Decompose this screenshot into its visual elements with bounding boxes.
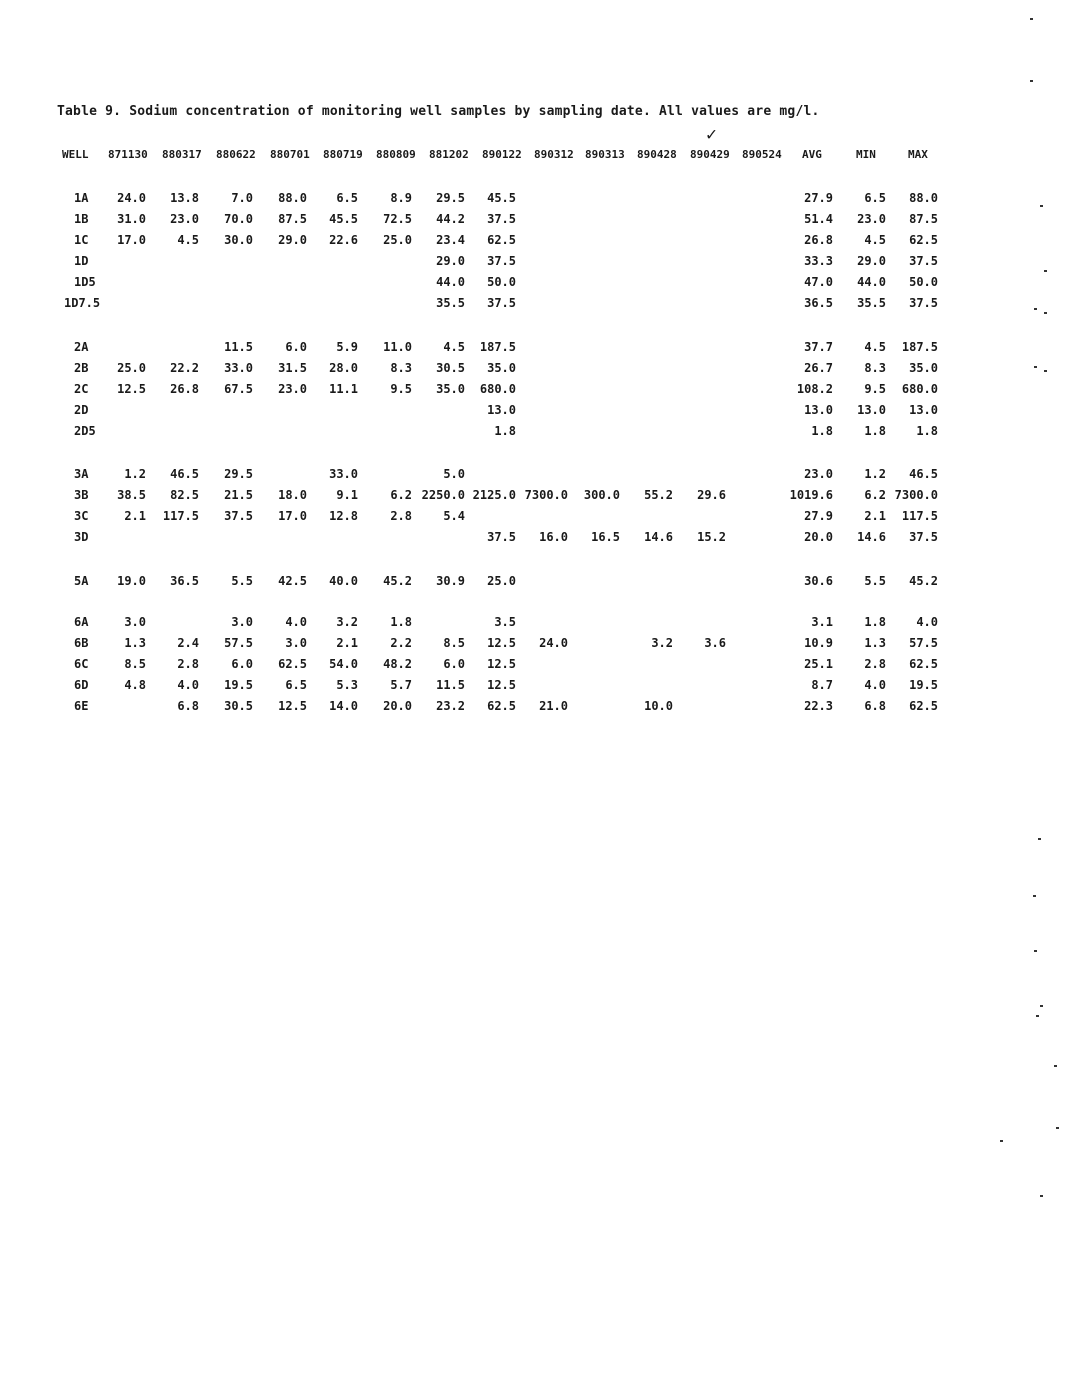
well-id: 1B bbox=[74, 212, 89, 226]
table-cell: 82.5 bbox=[170, 488, 199, 502]
table-cell: 9.1 bbox=[336, 488, 358, 502]
table-cell: 12.5 bbox=[487, 678, 516, 692]
table-cell: 22.2 bbox=[170, 361, 199, 375]
table-cell: 44.2 bbox=[436, 212, 465, 226]
table-cell: 6.8 bbox=[177, 699, 199, 713]
column-header: 890429 bbox=[690, 148, 730, 161]
table-cell: 17.0 bbox=[278, 509, 307, 523]
table-cell: 2250.0 bbox=[421, 488, 465, 502]
table-cell: 12.5 bbox=[487, 657, 516, 671]
table-cell: 5.0 bbox=[443, 467, 465, 481]
table-cell: 25.1 bbox=[804, 657, 833, 671]
table-cell: 22.6 bbox=[329, 233, 358, 247]
table-cell: 4.5 bbox=[177, 233, 199, 247]
table-cell: 27.9 bbox=[804, 191, 833, 205]
column-header: MIN bbox=[856, 148, 876, 161]
column-header: AVG bbox=[802, 148, 822, 161]
table-cell: 31.0 bbox=[117, 212, 146, 226]
table-cell: 13.0 bbox=[804, 403, 833, 417]
table-cell: 4.5 bbox=[864, 340, 886, 354]
table-cell: 17.0 bbox=[117, 233, 146, 247]
table-cell: 29.0 bbox=[278, 233, 307, 247]
table-cell: 37.5 bbox=[487, 254, 516, 268]
table-cell: 26.7 bbox=[804, 361, 833, 375]
well-id: 3D bbox=[74, 530, 89, 544]
scan-speck bbox=[1044, 270, 1047, 272]
table-cell: 1.8 bbox=[494, 424, 516, 438]
table-cell: 11.0 bbox=[383, 340, 412, 354]
table-cell: 2.2 bbox=[390, 636, 412, 650]
column-header: 880317 bbox=[162, 148, 202, 161]
table-cell: 22.3 bbox=[804, 699, 833, 713]
table-cell: 11.5 bbox=[436, 678, 465, 692]
column-header-well: WELL bbox=[62, 148, 89, 161]
table-cell: 7300.0 bbox=[894, 488, 938, 502]
table-cell: 3.5 bbox=[494, 615, 516, 629]
table-cell: 33.0 bbox=[224, 361, 253, 375]
table-cell: 29.0 bbox=[857, 254, 886, 268]
table-cell: 55.2 bbox=[644, 488, 673, 502]
table-cell: 6.0 bbox=[443, 657, 465, 671]
table-cell: 46.5 bbox=[170, 467, 199, 481]
table-cell: 44.0 bbox=[857, 275, 886, 289]
table-cell: 6.2 bbox=[390, 488, 412, 502]
table-cell: 29.5 bbox=[436, 191, 465, 205]
scan-speck bbox=[1040, 1195, 1043, 1197]
scan-speck bbox=[1034, 950, 1037, 952]
table-cell: 30.6 bbox=[804, 574, 833, 588]
table-cell: 45.5 bbox=[487, 191, 516, 205]
well-id: 1D5 bbox=[74, 275, 96, 289]
table-cell: 35.0 bbox=[436, 382, 465, 396]
table-cell: 8.5 bbox=[124, 657, 146, 671]
scan-speck bbox=[1040, 1005, 1043, 1007]
scan-speck bbox=[1036, 1015, 1039, 1017]
table-cell: 14.0 bbox=[329, 699, 358, 713]
table-cell: 14.6 bbox=[857, 530, 886, 544]
table-cell: 5.5 bbox=[231, 574, 253, 588]
table-cell: 2.1 bbox=[336, 636, 358, 650]
table-cell: 187.5 bbox=[479, 340, 516, 354]
table-cell: 13.8 bbox=[170, 191, 199, 205]
table-cell: 21.0 bbox=[539, 699, 568, 713]
table-cell: 37.5 bbox=[909, 530, 938, 544]
scan-speck bbox=[1044, 370, 1047, 372]
scan-speck bbox=[1034, 308, 1037, 310]
table-cell: 3.0 bbox=[124, 615, 146, 629]
table-cell: 117.5 bbox=[162, 509, 199, 523]
table-cell: 1.8 bbox=[916, 424, 938, 438]
column-header: 890428 bbox=[637, 148, 677, 161]
table-cell: 20.0 bbox=[804, 530, 833, 544]
table-cell: 4.8 bbox=[124, 678, 146, 692]
table-cell: 8.3 bbox=[864, 361, 886, 375]
column-header: 890122 bbox=[482, 148, 522, 161]
table-cell: 6.5 bbox=[864, 191, 886, 205]
table-cell: 23.0 bbox=[278, 382, 307, 396]
table-cell: 3.0 bbox=[231, 615, 253, 629]
table-cell: 29.5 bbox=[224, 467, 253, 481]
table-cell: 1.8 bbox=[864, 615, 886, 629]
well-id: 6C bbox=[74, 657, 89, 671]
table-cell: 11.1 bbox=[329, 382, 358, 396]
table-cell: 1.8 bbox=[811, 424, 833, 438]
table-cell: 88.0 bbox=[909, 191, 938, 205]
table-cell: 62.5 bbox=[278, 657, 307, 671]
table-cell: 3.6 bbox=[704, 636, 726, 650]
scan-speck bbox=[1054, 1065, 1057, 1067]
table-cell: 2.1 bbox=[864, 509, 886, 523]
table-cell: 62.5 bbox=[909, 233, 938, 247]
table-cell: 9.5 bbox=[390, 382, 412, 396]
table-cell: 62.5 bbox=[909, 699, 938, 713]
well-id: 6B bbox=[74, 636, 89, 650]
scan-speck bbox=[1034, 366, 1037, 368]
table-cell: 6.5 bbox=[336, 191, 358, 205]
well-id: 5A bbox=[74, 574, 89, 588]
table-cell: 31.5 bbox=[278, 361, 307, 375]
scan-speck bbox=[1030, 18, 1033, 20]
well-id: 3B bbox=[74, 488, 89, 502]
table-cell: 10.9 bbox=[804, 636, 833, 650]
table-cell: 6.0 bbox=[231, 657, 253, 671]
table-cell: 88.0 bbox=[278, 191, 307, 205]
table-cell: 2.8 bbox=[177, 657, 199, 671]
table-cell: 8.7 bbox=[811, 678, 833, 692]
table-cell: 37.5 bbox=[487, 530, 516, 544]
table-cell: 50.0 bbox=[487, 275, 516, 289]
table-cell: 1.3 bbox=[124, 636, 146, 650]
table-cell: 40.0 bbox=[329, 574, 358, 588]
table-cell: 35.5 bbox=[436, 296, 465, 310]
table-cell: 6.0 bbox=[285, 340, 307, 354]
column-header: 871130 bbox=[108, 148, 148, 161]
scan-speck bbox=[1056, 1127, 1059, 1129]
table-cell: 18.0 bbox=[278, 488, 307, 502]
table-cell: 16.0 bbox=[539, 530, 568, 544]
table-cell: 23.0 bbox=[804, 467, 833, 481]
well-id: 6D bbox=[74, 678, 89, 692]
table-cell: 24.0 bbox=[117, 191, 146, 205]
table-cell: 57.5 bbox=[909, 636, 938, 650]
well-id: 2A bbox=[74, 340, 89, 354]
well-id: 2D5 bbox=[74, 424, 96, 438]
table-cell: 8.9 bbox=[390, 191, 412, 205]
table-cell: 1.2 bbox=[124, 467, 146, 481]
table-cell: 42.5 bbox=[278, 574, 307, 588]
table-cell: 23.2 bbox=[436, 699, 465, 713]
table-cell: 187.5 bbox=[901, 340, 938, 354]
well-id: 6E bbox=[74, 699, 89, 713]
table-cell: 30.9 bbox=[436, 574, 465, 588]
table-cell: 117.5 bbox=[901, 509, 938, 523]
table-cell: 30.0 bbox=[224, 233, 253, 247]
table-cell: 1.3 bbox=[864, 636, 886, 650]
table-cell: 1.2 bbox=[864, 467, 886, 481]
column-header: 880719 bbox=[323, 148, 363, 161]
table-cell: 300.0 bbox=[583, 488, 620, 502]
table-cell: 47.0 bbox=[804, 275, 833, 289]
table-cell: 44.0 bbox=[436, 275, 465, 289]
scan-speck bbox=[1030, 80, 1033, 82]
table-cell: 3.0 bbox=[285, 636, 307, 650]
table-cell: 35.0 bbox=[487, 361, 516, 375]
table-cell: 1.8 bbox=[864, 424, 886, 438]
column-header: 890313 bbox=[585, 148, 625, 161]
table-cell: 2.8 bbox=[390, 509, 412, 523]
table-cell: 2125.0 bbox=[472, 488, 516, 502]
table-cell: 37.5 bbox=[487, 296, 516, 310]
table-cell: 2.4 bbox=[177, 636, 199, 650]
table-cell: 19.0 bbox=[117, 574, 146, 588]
table-cell: 8.3 bbox=[390, 361, 412, 375]
well-id: 1C bbox=[74, 233, 89, 247]
table-cell: 70.0 bbox=[224, 212, 253, 226]
table-cell: 30.5 bbox=[436, 361, 465, 375]
table-cell: 23.0 bbox=[170, 212, 199, 226]
table-cell: 13.0 bbox=[857, 403, 886, 417]
column-header: MAX bbox=[908, 148, 928, 161]
table-cell: 87.5 bbox=[909, 212, 938, 226]
check-mark-icon: ✓ bbox=[706, 124, 717, 145]
table-cell: 1.8 bbox=[390, 615, 412, 629]
table-cell: 25.0 bbox=[117, 361, 146, 375]
table-cell: 4.0 bbox=[864, 678, 886, 692]
table-cell: 6.5 bbox=[285, 678, 307, 692]
table-cell: 680.0 bbox=[479, 382, 516, 396]
table-cell: 1019.6 bbox=[789, 488, 833, 502]
column-header: 880809 bbox=[376, 148, 416, 161]
table-cell: 51.4 bbox=[804, 212, 833, 226]
table-cell: 12.5 bbox=[278, 699, 307, 713]
table-cell: 62.5 bbox=[487, 699, 516, 713]
table-cell: 5.5 bbox=[864, 574, 886, 588]
table-cell: 23.4 bbox=[436, 233, 465, 247]
table-cell: 25.0 bbox=[487, 574, 516, 588]
table-cell: 45.5 bbox=[329, 212, 358, 226]
table-cell: 4.0 bbox=[285, 615, 307, 629]
table-cell: 38.5 bbox=[117, 488, 146, 502]
table-cell: 16.5 bbox=[591, 530, 620, 544]
well-id: 3A bbox=[74, 467, 89, 481]
table-cell: 46.5 bbox=[909, 467, 938, 481]
table-cell: 28.0 bbox=[329, 361, 358, 375]
table-cell: 7300.0 bbox=[524, 488, 568, 502]
table-cell: 6.8 bbox=[864, 699, 886, 713]
table-cell: 37.7 bbox=[804, 340, 833, 354]
table-cell: 26.8 bbox=[804, 233, 833, 247]
table-cell: 29.0 bbox=[436, 254, 465, 268]
table-cell: 5.7 bbox=[390, 678, 412, 692]
table-cell: 4.5 bbox=[443, 340, 465, 354]
table-cell: 680.0 bbox=[901, 382, 938, 396]
scan-speck bbox=[1038, 838, 1041, 840]
well-id: 2D bbox=[74, 403, 89, 417]
table-cell: 26.8 bbox=[170, 382, 199, 396]
column-header: 880701 bbox=[270, 148, 310, 161]
table-cell: 3.2 bbox=[336, 615, 358, 629]
table-cell: 87.5 bbox=[278, 212, 307, 226]
table-cell: 67.5 bbox=[224, 382, 253, 396]
table-cell: 36.5 bbox=[170, 574, 199, 588]
table-cell: 108.2 bbox=[796, 382, 833, 396]
scan-speck bbox=[1033, 895, 1036, 897]
table-cell: 10.0 bbox=[644, 699, 673, 713]
table-cell: 3.2 bbox=[651, 636, 673, 650]
table-cell: 35.5 bbox=[857, 296, 886, 310]
table-cell: 36.5 bbox=[804, 296, 833, 310]
table-cell: 2.8 bbox=[864, 657, 886, 671]
table-cell: 5.4 bbox=[443, 509, 465, 523]
table-cell: 9.5 bbox=[864, 382, 886, 396]
table-cell: 37.5 bbox=[909, 254, 938, 268]
table-cell: 62.5 bbox=[487, 233, 516, 247]
table-cell: 4.0 bbox=[916, 615, 938, 629]
table-cell: 20.0 bbox=[383, 699, 412, 713]
table-cell: 48.2 bbox=[383, 657, 412, 671]
scan-speck bbox=[1000, 1140, 1003, 1142]
column-header: 881202 bbox=[429, 148, 469, 161]
table-cell: 13.0 bbox=[487, 403, 516, 417]
table-cell: 57.5 bbox=[224, 636, 253, 650]
column-header: 890312 bbox=[534, 148, 574, 161]
table-cell: 12.8 bbox=[329, 509, 358, 523]
table-cell: 11.5 bbox=[224, 340, 253, 354]
column-header: 890524 bbox=[742, 148, 782, 161]
table-cell: 5.9 bbox=[336, 340, 358, 354]
table-cell: 50.0 bbox=[909, 275, 938, 289]
table-cell: 72.5 bbox=[383, 212, 412, 226]
table-cell: 37.5 bbox=[224, 509, 253, 523]
table-cell: 24.0 bbox=[539, 636, 568, 650]
table-cell: 37.5 bbox=[909, 296, 938, 310]
table-cell: 7.0 bbox=[231, 191, 253, 205]
table-cell: 6.2 bbox=[864, 488, 886, 502]
scan-speck bbox=[1040, 205, 1043, 207]
table-cell: 19.5 bbox=[909, 678, 938, 692]
table-cell: 21.5 bbox=[224, 488, 253, 502]
table-cell: 13.0 bbox=[909, 403, 938, 417]
table-cell: 2.1 bbox=[124, 509, 146, 523]
well-id: 2C bbox=[74, 382, 89, 396]
table-cell: 45.2 bbox=[383, 574, 412, 588]
table-cell: 12.5 bbox=[117, 382, 146, 396]
table-cell: 27.9 bbox=[804, 509, 833, 523]
well-id: 3C bbox=[74, 509, 89, 523]
table-cell: 12.5 bbox=[487, 636, 516, 650]
well-id: 6A bbox=[74, 615, 89, 629]
well-id: 1D bbox=[74, 254, 89, 268]
well-id: 1D7.5 bbox=[64, 296, 101, 310]
well-id: 1A bbox=[74, 191, 89, 205]
table-cell: 62.5 bbox=[909, 657, 938, 671]
table-cell: 37.5 bbox=[487, 212, 516, 226]
table-cell: 19.5 bbox=[224, 678, 253, 692]
table-cell: 29.6 bbox=[697, 488, 726, 502]
table-cell: 5.3 bbox=[336, 678, 358, 692]
table-cell: 25.0 bbox=[383, 233, 412, 247]
scan-speck bbox=[1044, 312, 1047, 314]
table-cell: 33.0 bbox=[329, 467, 358, 481]
table-cell: 45.2 bbox=[909, 574, 938, 588]
well-id: 2B bbox=[74, 361, 89, 375]
table-cell: 35.0 bbox=[909, 361, 938, 375]
table-cell: 8.5 bbox=[443, 636, 465, 650]
table-cell: 33.3 bbox=[804, 254, 833, 268]
table-cell: 54.0 bbox=[329, 657, 358, 671]
table-cell: 30.5 bbox=[224, 699, 253, 713]
table-cell: 3.1 bbox=[811, 615, 833, 629]
column-header: 880622 bbox=[216, 148, 256, 161]
table-cell: 4.5 bbox=[864, 233, 886, 247]
table-cell: 14.6 bbox=[644, 530, 673, 544]
table-cell: 4.0 bbox=[177, 678, 199, 692]
table-caption: Table 9. Sodium concentration of monitoring well samples by sampling date. All values are mg/l. bbox=[57, 104, 820, 119]
table-cell: 15.2 bbox=[697, 530, 726, 544]
table-cell: 23.0 bbox=[857, 212, 886, 226]
